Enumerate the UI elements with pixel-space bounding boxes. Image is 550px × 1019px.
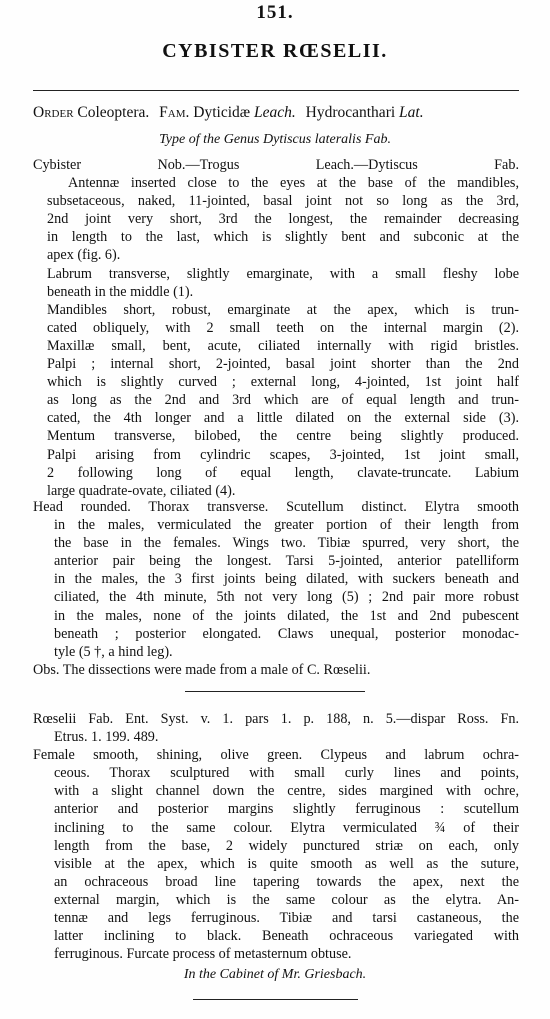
head-line: tyle (5 †, a hind leg). [54,643,173,660]
species-line: ferruginous. Furcate process of metasternum obtuse. [54,946,352,963]
genus-description [33,156,519,500]
species-line: Rœselii Fab. Ent. Syst. v. 1. pars 1. p. 188, n. 5.—dispar Ross. Fn. [33,711,519,727]
genus-line: 2 following long of equal length, clavate-truncate. Labium [47,464,519,481]
species-line: Female smooth, shining, olive green. Clypeus and labrum ochra- [33,747,519,764]
species-line: tennæ and legs ferruginous. Tibiæ and tarsi castaneous, the [54,910,519,927]
head-line: anterior pair being the longest. Tarsi 5-jointed, anterior patelliform [54,553,519,570]
species-line: an ochraceous broad line tapering towards the apex, next the [54,873,519,890]
section-rule [185,691,365,692]
obs-line: Obs. The dissections were made from a male of C. Rœselii. [33,661,371,678]
bottom-rule [193,999,358,1000]
species-description [33,710,519,963]
species-line: latter inclining to black. Beneath ochraceous variegated with [54,928,519,945]
genus-line: Mandibles short, robust, emarginate at the apex, which is trun- [47,301,519,318]
genus-line: Cybister Nob.—Trogus Leach.—Dytiscus Fab. [33,157,519,173]
genus-line: cated, the 4th longer and a little dilated on the external side (3). [47,410,519,427]
species-line: length from the base, 2 widely punctured striæ on each, only [54,837,519,854]
genus-line: Antennæ inserted close to the eyes at the base of the mandibles, [68,175,519,192]
species-line: external margin, which is the same colour as the elytra. An- [54,891,519,908]
type-species-line: Type of the Genus Dytiscus lateralis Fab. [159,132,391,147]
family-label: Fam. [159,104,190,121]
head-line: beneath ; posterior elongated. Claws unequal, posterior monodac- [54,625,519,642]
genus-line: Maxillæ small, bent, acute, ciliated internally with rigid bristles. [47,337,519,354]
group-value: Hydrocanthari [305,104,396,121]
head-line: ciliated, the 4th minute, 5th not very long (5) ; 2nd pair more robust [54,589,519,606]
order-label: Order [33,104,74,121]
genus-line: Labrum transverse, slightly emarginate, with a small fleshy lobe [47,265,519,282]
species-line: with a slight channel down the centre, sides margined with ochre, [54,783,519,800]
head-line: in the males, none of the joints dilated, the 1st and 2nd pubescent [54,607,519,624]
page-title: CYBISTER RŒSELII. [162,40,388,62]
group-author: Lat. [399,104,424,121]
page-number: 151. [256,2,294,23]
genus-line: apex (fig. 6). [47,247,121,264]
genus-line: subsetaceous, naked, 11-jointed, basal joint not so long as the 3rd, [47,193,519,210]
head-line: Head rounded. Thorax transverse. Scutellum distinct. Elytra smooth [33,499,519,515]
species-line: ceous. Thorax sculptured with small curly lines and points, [54,765,519,782]
genus-line: Palpi arising from cylindric scapes, 3-jointed, 1st joint small, [47,446,519,463]
classification-line [33,104,523,122]
head-line: in the males, vermiculated the greater portion of their length from [54,517,519,534]
genus-line: 2nd joint very short, 3rd the longest, the remainder decreasing [47,211,519,228]
species-line: visible at the apex, which is quite smooth as well as the suture, [54,855,519,872]
species-line: anterior and posterior margins slightly ferruginous : scutellum [54,801,519,818]
genus-line: which is slightly curved ; external long, 4-jointed, 1st joint half [47,374,519,391]
genus-line: Palpi ; internal short, 2-jointed, basal joint shorter than the 2nd [47,356,519,373]
order-value: Coleoptera. [77,104,150,121]
family-value: Dyticidæ [193,104,251,121]
genus-line: in length to the last, which is slightly bent and subconic at the [47,229,519,246]
genus-line: large quadrate-ovate, ciliated (4). [47,482,236,499]
species-line: Etrus. 1. 199. 489. [54,729,159,746]
collection-note: In the Cabinet of Mr. Griesbach. [183,967,367,982]
genus-line: cated obliquely, with 2 small teeth on the internal margin (2). [47,319,519,336]
title-rule [33,90,519,91]
genus-line: as long as the 2nd and 3rd which are of equal length and trun- [47,392,519,409]
head-description [33,498,519,679]
genus-line: beneath in the middle (1). [47,283,194,300]
genus-line: Mentum transverse, bilobed, the centre being slightly produced. [47,428,519,445]
family-author: Leach. [254,104,296,121]
head-line: the base in the females. Wings two. Tibiæ spurred, very short, the [54,535,519,552]
species-line: inclining to the same colour. Elytra vermiculated ¾ of their [54,819,519,836]
head-line: in the males, the 3 first joints being dilated, with suckers beneath and [54,571,519,588]
